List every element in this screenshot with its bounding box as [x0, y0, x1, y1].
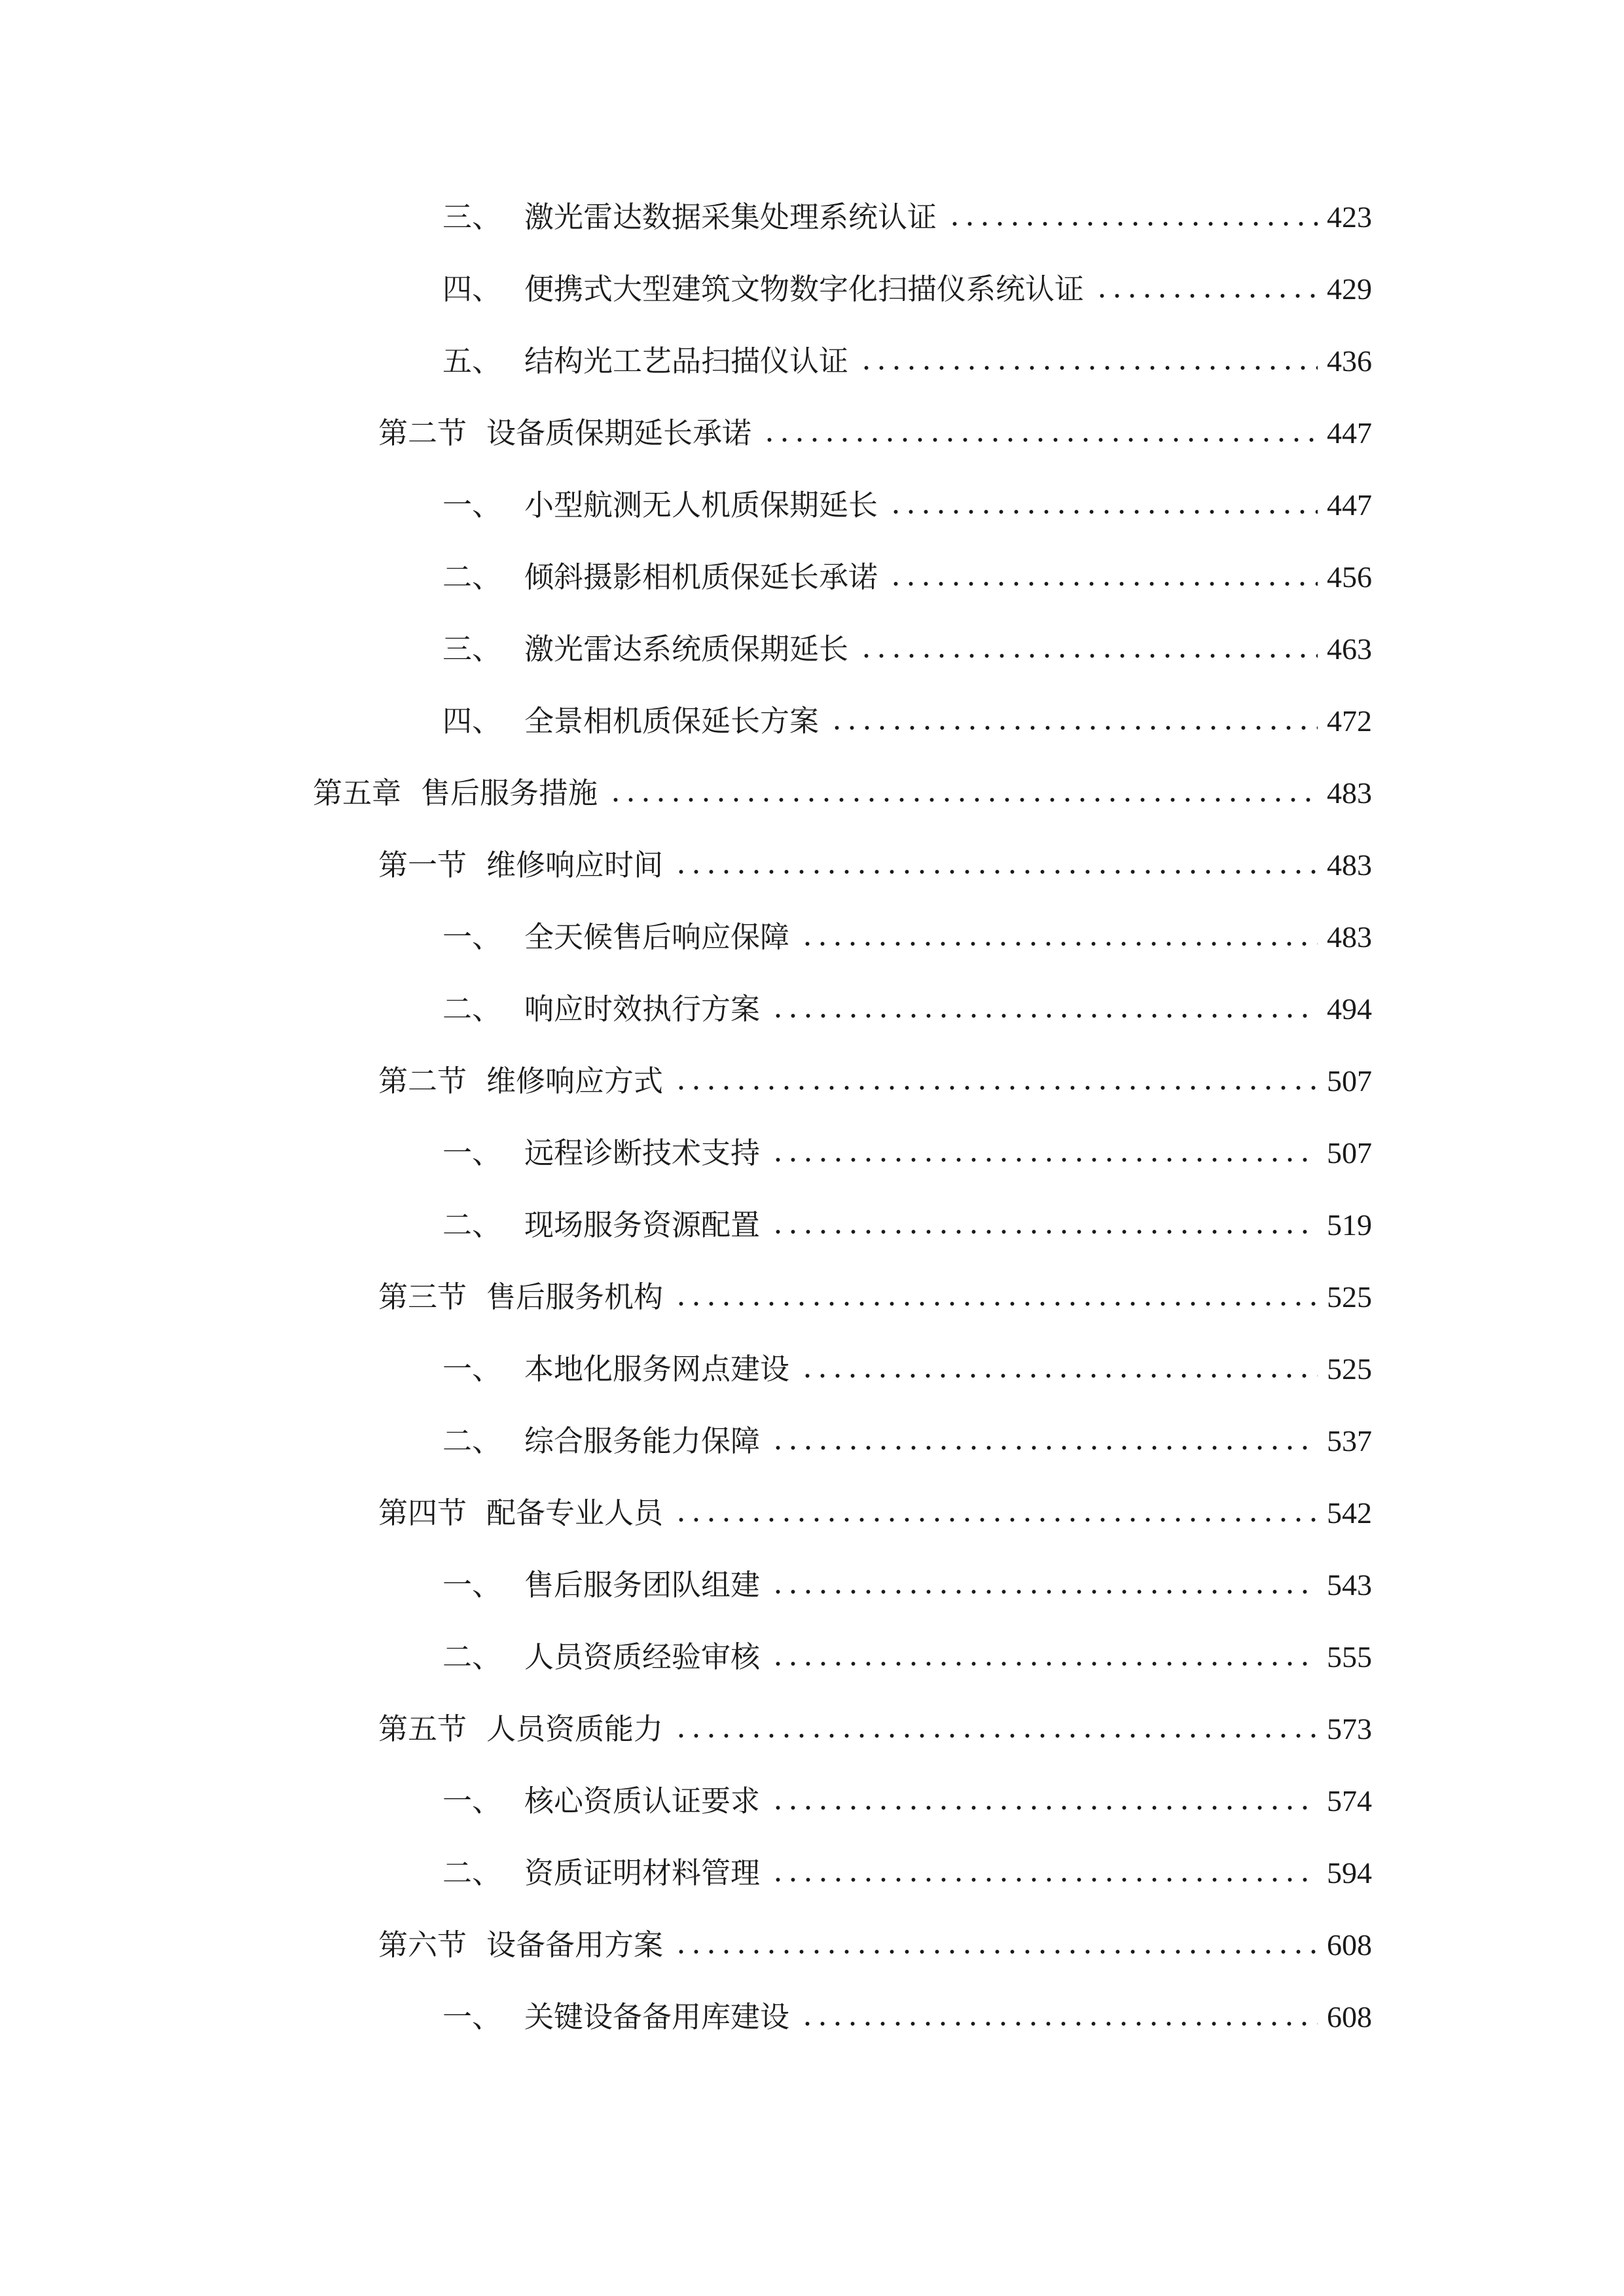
toc-entry[interactable]: [378, 1703, 1372, 1755]
toc-entry-number: 二、: [442, 1208, 502, 1242]
toc-entry-number: 四、: [442, 272, 502, 306]
toc-entry-number: 五、: [442, 344, 502, 378]
toc-entry-title: 核心资质认证要求: [524, 1784, 761, 1818]
toc-entry[interactable]: [378, 1055, 1372, 1107]
toc-entry-title: 关键设备备用库建设: [524, 2000, 790, 2034]
toc-entry-title: 售后服务团队组建: [524, 1568, 761, 1602]
toc-entry[interactable]: [442, 191, 1372, 243]
toc-entry-title: 便携式大型建筑文物数字化扫描仪系统认证: [524, 272, 1085, 306]
dot-leader: [770, 1657, 1318, 1670]
dot-leader: [888, 505, 1318, 518]
toc-entry-number: 第二节: [378, 1064, 467, 1098]
toc-entry-title: 售后服务机构: [486, 1280, 664, 1314]
dot-leader: [829, 721, 1318, 734]
toc-entry[interactable]: [313, 767, 1372, 819]
toc-entry-number: 第五节: [378, 1712, 467, 1746]
toc-entry-number: 一、: [442, 920, 502, 954]
toc-entry[interactable]: [442, 1343, 1372, 1395]
toc-entry-page: 483: [1327, 776, 1372, 810]
dot-leader: [674, 1729, 1318, 1742]
toc-entry-page: 472: [1327, 704, 1372, 738]
toc-entry[interactable]: [442, 479, 1372, 531]
toc-entry-title: 设备备用方案: [486, 1928, 664, 1962]
toc-entry-title: 远程诊断技术支持: [524, 1136, 761, 1170]
dot-leader: [859, 361, 1318, 374]
toc-entry-page: 436: [1327, 344, 1372, 378]
toc-entry[interactable]: [442, 1775, 1372, 1827]
dot-leader: [770, 1873, 1318, 1886]
toc-entry-page: 456: [1327, 560, 1372, 594]
toc-entry-page: 429: [1327, 272, 1372, 306]
toc-entry-page: 483: [1327, 848, 1372, 882]
toc-entry[interactable]: [442, 1127, 1372, 1179]
toc-entry-number: 二、: [442, 1424, 502, 1458]
toc-entry-title: 现场服务资源配置: [524, 1208, 761, 1242]
toc-entry-page: 543: [1327, 1568, 1372, 1602]
toc-entry-number: 三、: [442, 200, 502, 234]
toc-entry-page: 573: [1327, 1712, 1372, 1746]
dot-leader: [770, 1225, 1318, 1238]
toc-entry-number: 一、: [442, 1352, 502, 1386]
dot-leader: [770, 1153, 1318, 1166]
toc-entry-number: 二、: [442, 1640, 502, 1674]
toc-entry[interactable]: [442, 1199, 1372, 1251]
dot-leader: [674, 865, 1318, 878]
toc-entry[interactable]: [442, 335, 1372, 387]
dot-leader: [674, 1297, 1318, 1310]
toc-entry-title: 综合服务能力保障: [524, 1424, 761, 1458]
toc-entry-title: 设备质保期延长承诺: [486, 416, 752, 450]
toc-entry-number: 一、: [442, 2000, 502, 2034]
dot-leader: [770, 1441, 1318, 1454]
toc-entry-page: 594: [1327, 1856, 1372, 1890]
toc-entry-page: 507: [1327, 1064, 1372, 1098]
toc-entry-title: 全景相机质保延长方案: [524, 704, 820, 738]
toc-entry-page: 574: [1327, 1784, 1372, 1818]
toc-entry-page: 447: [1327, 488, 1372, 522]
dot-leader: [800, 2017, 1318, 2030]
toc-entry[interactable]: [442, 623, 1372, 675]
toc-entry-title: 响应时效执行方案: [524, 992, 761, 1026]
toc-entry-number: 二、: [442, 992, 502, 1026]
toc-entry-page: 463: [1327, 632, 1372, 666]
toc-entry[interactable]: [442, 695, 1372, 747]
toc-entry[interactable]: [378, 1487, 1372, 1539]
toc-entry-number: 二、: [442, 1856, 502, 1890]
toc-entry-page: 608: [1327, 2000, 1372, 2034]
toc-entry-title: 资质证明材料管理: [524, 1856, 761, 1890]
toc-entry-page: 423: [1327, 200, 1372, 234]
dot-leader: [674, 1081, 1318, 1094]
toc-entry[interactable]: [442, 551, 1372, 603]
dot-leader: [859, 649, 1318, 662]
dot-leader: [770, 1801, 1318, 1814]
toc-entry-title: 全天候售后响应保障: [524, 920, 790, 954]
toc-entry[interactable]: [442, 1415, 1372, 1467]
dot-leader: [1094, 289, 1318, 302]
toc-entry[interactable]: [442, 911, 1372, 963]
dot-leader: [762, 433, 1318, 446]
toc-entry-number: 第三节: [378, 1280, 467, 1314]
toc-entry[interactable]: [378, 1919, 1372, 1971]
toc-entry-title: 本地化服务网点建设: [524, 1352, 790, 1386]
toc-entry-page: 519: [1327, 1208, 1372, 1242]
toc-entry[interactable]: [378, 1271, 1372, 1323]
dot-leader: [947, 217, 1318, 230]
toc-entry-title: 激光雷达系统质保期延长: [524, 632, 849, 666]
toc-entry-page: 542: [1327, 1496, 1372, 1530]
toc-entry-number: 一、: [442, 1568, 502, 1602]
dot-leader: [674, 1945, 1318, 1958]
toc-entry-page: 608: [1327, 1928, 1372, 1962]
toc-entry-number: 第二节: [378, 416, 467, 450]
toc-entry-title: 小型航测无人机质保期延长: [524, 488, 878, 522]
toc-entry[interactable]: [442, 1847, 1372, 1899]
toc-entry-number: 第六节: [378, 1928, 467, 1962]
toc-entry-number: 第一节: [378, 848, 467, 882]
toc-entry-title: 人员资质经验审核: [524, 1640, 761, 1674]
dot-leader: [800, 937, 1318, 950]
toc-entry-number: 三、: [442, 632, 502, 666]
toc-entry-title: 人员资质能力: [486, 1712, 664, 1746]
toc-entry-number: 一、: [442, 488, 502, 522]
toc-entry-page: 555: [1327, 1640, 1372, 1674]
toc-entry-title: 售后服务措施: [421, 776, 598, 810]
toc-entry-number: 二、: [442, 560, 502, 594]
toc-entry[interactable]: [442, 1631, 1372, 1683]
toc-entry[interactable]: [442, 1991, 1372, 2043]
toc-entry-number: 四、: [442, 704, 502, 738]
dot-leader: [800, 1369, 1318, 1382]
toc-entry[interactable]: [442, 263, 1372, 315]
toc-entry[interactable]: [378, 839, 1372, 891]
dot-leader: [674, 1513, 1318, 1526]
toc-entry-page: 483: [1327, 920, 1372, 954]
dot-leader: [770, 1009, 1318, 1022]
dot-leader: [888, 577, 1318, 590]
toc-entry-title: 结构光工艺品扫描仪认证: [524, 344, 849, 378]
toc-entry[interactable]: [442, 983, 1372, 1035]
toc-entry-title: 激光雷达数据采集处理系统认证: [524, 200, 937, 234]
toc-entry-page: 507: [1327, 1136, 1372, 1170]
toc-entry-number: 一、: [442, 1136, 502, 1170]
toc-entry-number: 一、: [442, 1784, 502, 1818]
toc-entry-page: 447: [1327, 416, 1372, 450]
toc-entry-number: 第五章: [313, 776, 402, 810]
dot-leader: [770, 1585, 1318, 1598]
toc-entry-page: 537: [1327, 1424, 1372, 1458]
toc-entry-page: 525: [1327, 1352, 1372, 1386]
toc-entry[interactable]: [442, 1559, 1372, 1611]
toc-entry-title: 维修响应方式: [486, 1064, 664, 1098]
toc-entry-title: 配备专业人员: [486, 1496, 664, 1530]
toc-entry-number: 第四节: [378, 1496, 467, 1530]
toc-entry-page: 525: [1327, 1280, 1372, 1314]
toc-entry-page: 494: [1327, 992, 1372, 1026]
toc-entry-title: 倾斜摄影相机质保延长承诺: [524, 560, 878, 594]
dot-leader: [608, 793, 1318, 806]
toc-entry-title: 维修响应时间: [486, 848, 664, 882]
toc-entry[interactable]: [378, 407, 1372, 459]
